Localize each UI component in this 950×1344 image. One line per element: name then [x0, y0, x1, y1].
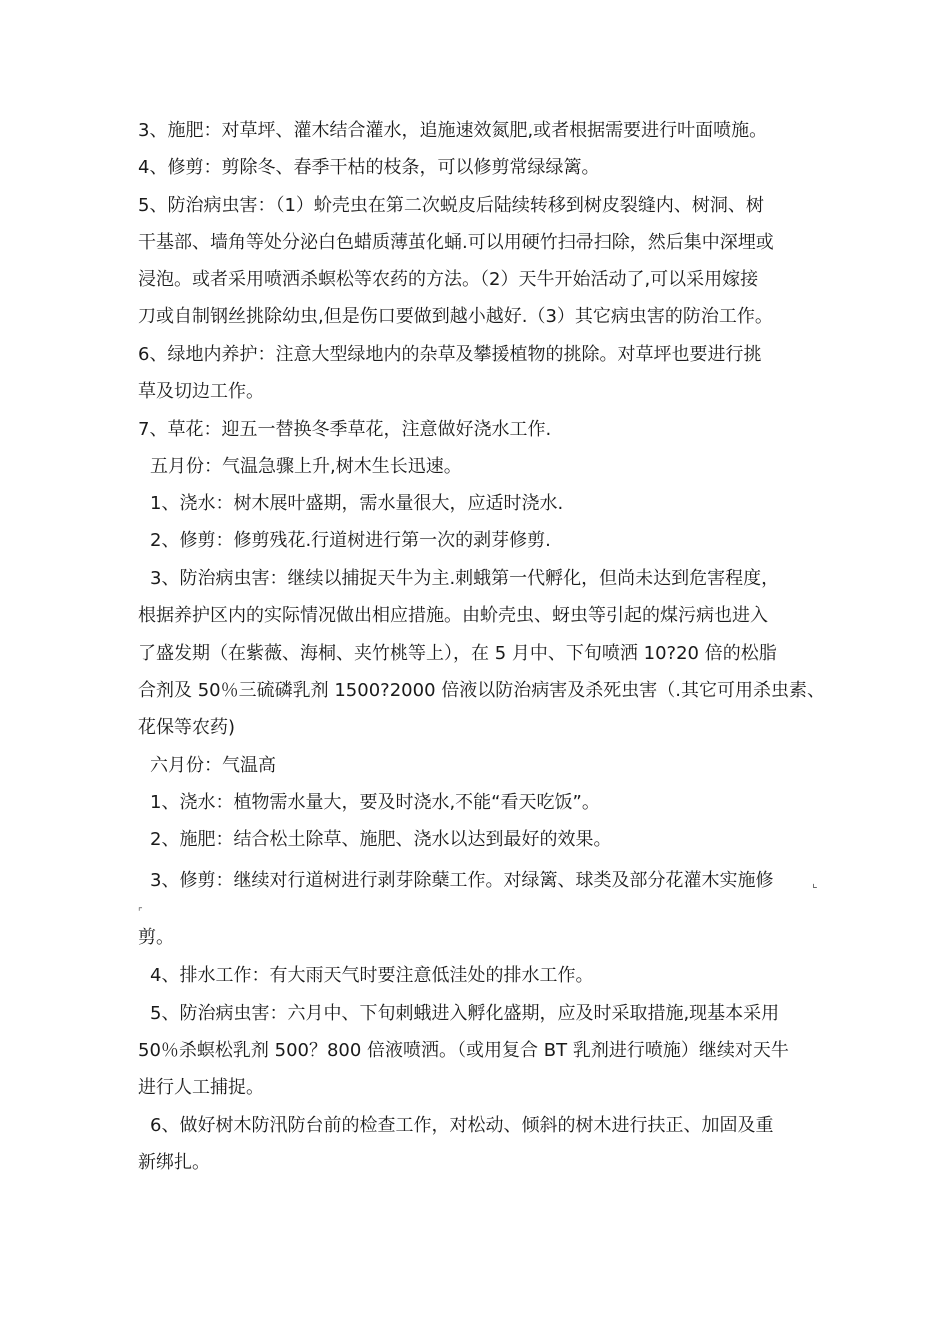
text-line: 4、修剪：剪除冬、春季干枯的枝条，可以修剪常绿绿篱。 — [138, 157, 600, 178]
text-line: 干基部、墙角等处分泌白色蜡质薄茧化蛹.可以用硬竹扫帚扫除，然后集中深埋或 — [138, 232, 774, 253]
text-line: 50％杀螟松乳剂 500？800 倍液喷洒。（或用复合 BT 乳剂进行喷施）继续对天牛 — [138, 1040, 789, 1061]
text-line: 5、防治病虫害：（1）蚧壳虫在第二次蜕皮后陆续转移到树皮裂缝内、树洞、树 — [138, 195, 764, 216]
text-line: 3、修剪：继续对行道树进行剥芽除蘖工作。对绿篱、球类及部分花灌木实施修 — [150, 870, 774, 891]
text-line: 刀或自制钢丝挑除幼虫,但是伤口要做到越小越好.（3）其它病虫害的防治工作。 — [138, 306, 773, 327]
line-break-mark: ⌜ — [138, 907, 143, 918]
text-line: 新绑扎。 — [138, 1152, 210, 1173]
line-break-mark: ⌞ — [812, 876, 818, 890]
text-line: 剪。 — [138, 927, 174, 948]
text-line: 进行人工捕捉。 — [138, 1077, 264, 1098]
text-line: 草及切边工作。 — [138, 381, 264, 402]
text-line: 6、绿地内养护：注意大型绿地内的杂草及攀援植物的挑除。对草坪也要进行挑 — [138, 344, 762, 365]
section-heading: 五月份：气温急骤上升,树木生长迅速。 — [150, 456, 462, 477]
section-heading: 六月份：气温高 — [150, 755, 276, 776]
text-line: 2、修剪：修剪残花.行道树进行第一次的剥芽修剪. — [150, 530, 551, 551]
text-line: 浸泡。或者采用喷洒杀螟松等农药的方法。（2）天牛开始活动了,可以采用嫁接 — [138, 269, 759, 290]
text-line: 3、防治病虫害：继续以捕捉天牛为主.刺蛾第一代孵化，但尚未达到危害程度， — [150, 568, 780, 589]
text-line: 4、排水工作：有大雨天气时要注意低洼处的排水工作。 — [150, 965, 594, 986]
text-line: 根据养护区内的实际情况做出相应措施。由蚧壳虫、蚜虫等引起的煤污病也进入 — [138, 605, 768, 626]
text-line: 了盛发期（在紫薇、海桐、夹竹桃等上），在 5 月中、下旬喷洒 10?20 倍的松脂 — [138, 643, 777, 664]
text-line: 6、做好树木防汛防台前的检查工作，对松动、倾斜的树木进行扶正、加固及重 — [150, 1115, 774, 1136]
text-line: 花保等农药) — [138, 717, 236, 738]
text-line: 1、浇水：树木展叶盛期，需水量很大，应适时浇水. — [150, 493, 564, 514]
text-line: 合剂及 50％三硫磷乳剂 1500?2000 倍液以防治病害及杀死虫害（.其它可用杀虫素、 — [138, 680, 825, 701]
text-line: 7、草花：迎五一替换冬季草花，注意做好浇水工作. — [138, 419, 552, 440]
text-line: 1、浇水：植物需水量大，要及时浇水,不能“看天吃饭”。 — [150, 792, 600, 813]
text-line: 5、防治病虫害：六月中、下旬刺蛾进入孵化盛期，应及时采取措施,现基本采用 — [150, 1003, 780, 1024]
text-line: 2、施肥：结合松土除草、施肥、浇水以达到最好的效果。 — [150, 829, 612, 850]
text-line: 3、施肥：对草坪、灌木结合灌水，追施速效氮肥,或者根据需要进行叶面喷施。 — [138, 120, 768, 141]
